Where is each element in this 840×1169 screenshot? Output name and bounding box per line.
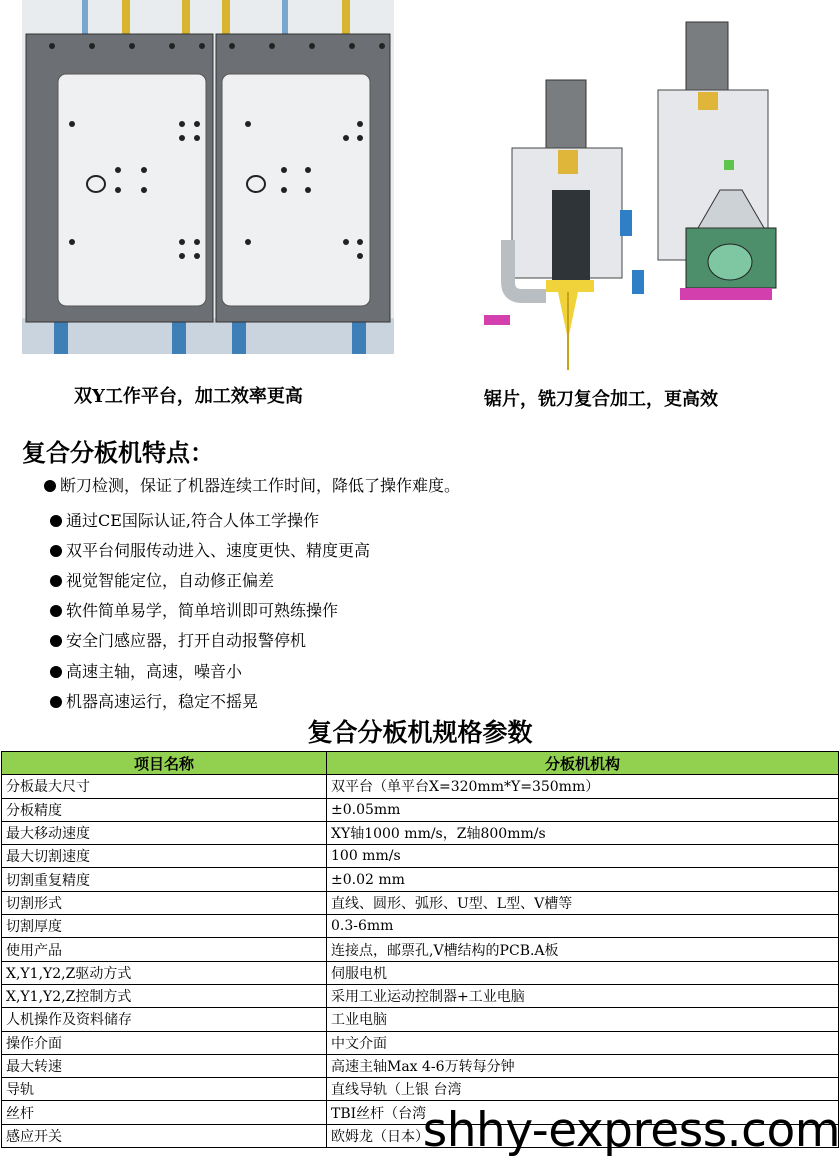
row-value: 连接点，邮票孔,V槽结构的PCB.A板 [327,938,839,961]
row-label: 切割形式 [2,891,327,914]
table-row [2,798,839,821]
table-row [2,868,839,891]
bullet-icon [50,575,62,587]
row-label: 最大切割速度 [2,845,327,868]
row-value: XY轴1000 mm/s，Z轴800mm/s [327,821,839,844]
row-label: 分板精度 [2,798,327,821]
bullet-icon [50,515,62,527]
bullet-icon [50,605,62,617]
row-label: 切割厚度 [2,915,327,938]
row-label: 分板最大尺寸 [2,775,327,798]
row-label: 导轨 [2,1078,327,1101]
table-row [2,891,839,914]
feature-item: 视觉智能定位，自动修正偏差 [50,568,274,591]
row-value: 100 mm/s [327,845,839,868]
row-label: 切割重复精度 [2,868,327,891]
bullet-icon [50,666,62,678]
table-header-row [2,752,839,775]
table-row [2,938,839,961]
feature-item: 双平台伺服传动进入、速度更快、精度更高 [50,538,370,561]
spec-table-title: 复合分板机规格参数 [307,718,533,747]
column-header-item: 项目名称 [2,752,327,775]
table-row [2,1031,839,1054]
table-row [2,775,839,798]
bullet-icon [50,545,62,557]
feature-item: 机器高速运行，稳定不摇晃 [50,689,258,712]
row-label: 最大转速 [2,1054,327,1077]
feature-item: 软件简单易学，简单培训即可熟练操作 [50,598,338,621]
row-label: 感应开关 [2,1124,327,1147]
caption-left: 双Y工作平台，加工效率更高 [74,386,303,407]
row-value: 双平台（单平台X=320mm*Y=350mm） [327,775,839,798]
row-value: 高速主轴Max 4-6万转每分钟 [327,1054,839,1077]
cutting-head-image [462,0,830,370]
caption-right: 锯片，铣刀复合加工，更高效 [484,389,718,410]
row-value: 中文介面 [327,1031,839,1054]
features-title: 复合分板机特点： [22,438,214,467]
row-value: 直线导轨（上银 台湾 [327,1078,839,1101]
row-label: 最大移动速度 [2,821,327,844]
row-label: X,Y1,Y2,Z驱动方式 [2,961,327,984]
bullet-icon [50,696,62,708]
row-label: 人机操作及资料储存 [2,1008,327,1031]
table-row [2,821,839,844]
table-row [2,961,839,984]
bullet-icon [44,480,56,492]
row-value: 伺服电机 [327,961,839,984]
feature-item: 断刀检测，保证了机器连续工作时间，降低了操作难度。 [44,473,460,496]
table-row [2,1078,839,1101]
row-value: TBI丝杆（台湾 [327,1101,839,1124]
row-value: 0.3-6mm [327,915,839,938]
column-header-spec: 分板机机构 [327,752,839,775]
row-label: 使用产品 [2,938,327,961]
row-label: 操作介面 [2,1031,327,1054]
row-label: X,Y1,Y2,Z控制方式 [2,984,327,1007]
row-value: 工业电脑 [327,1008,839,1031]
feature-item: 通过CE国际认证,符合人体工学操作 [50,508,319,531]
row-label: 丝杆 [2,1101,327,1124]
row-value: ±0.05mm [327,798,839,821]
row-value: 直线、圆形、弧形、U型、L型、V槽等 [327,891,839,914]
table-row [2,915,839,938]
bullet-icon [50,635,62,647]
dual-platform-image [22,0,394,354]
spec-table [1,751,839,1148]
watermark: shhy-express.com [422,1103,840,1158]
row-value: 采用工业运动控制器+工业电脑 [327,984,839,1007]
feature-item: 高速主轴，高速，噪音小 [50,659,242,682]
table-row [2,984,839,1007]
feature-item: 安全门感应器，打开自动报警停机 [50,628,306,651]
table-row [2,1054,839,1077]
table-row [2,1008,839,1031]
table-row [2,845,839,868]
row-value: ±0.02 mm [327,868,839,891]
row-value: 欧姆龙（日本） [327,1124,839,1147]
